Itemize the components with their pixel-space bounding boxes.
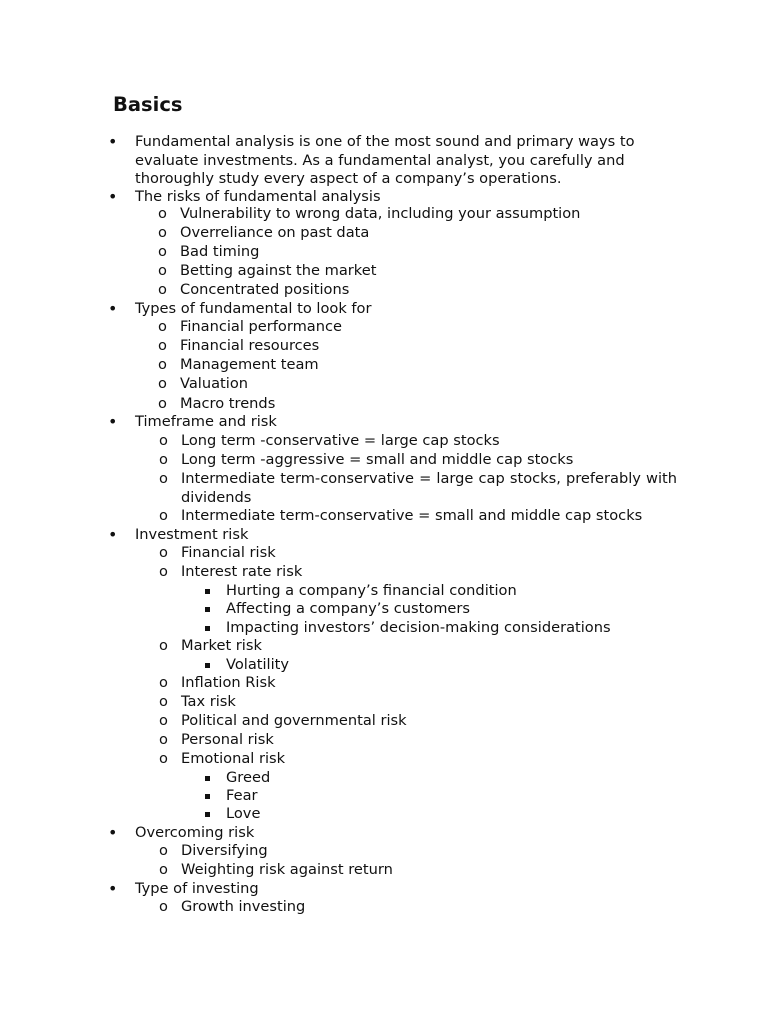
circle-bullet-icon: o bbox=[159, 898, 168, 915]
outline-item-text: Management team bbox=[180, 356, 319, 373]
circle-bullet-icon: o bbox=[159, 507, 168, 524]
outline-item bbox=[108, 525, 249, 545]
square-bullet-icon bbox=[205, 794, 210, 799]
outline-subsubitem bbox=[226, 805, 260, 824]
outline-item-text: Betting against the market bbox=[180, 262, 377, 279]
outline-item-text: Types of fundamental to look for bbox=[135, 300, 372, 317]
bullet-icon: • bbox=[108, 823, 118, 842]
outline-subitem bbox=[158, 243, 260, 262]
outline-item-text: Valuation bbox=[180, 375, 248, 392]
outline-subitem bbox=[159, 451, 574, 470]
bullet-icon: • bbox=[108, 879, 118, 898]
outline-item-text: Hurting a company’s financial condition bbox=[226, 582, 517, 599]
outline-subsubitem bbox=[226, 769, 270, 788]
circle-bullet-icon: o bbox=[159, 731, 168, 748]
outline-subitem bbox=[159, 637, 262, 656]
outline-item-text: Long term -aggressive = small and middle cap stocks bbox=[181, 451, 574, 468]
outline-subsubitem bbox=[226, 600, 470, 619]
outline-subitem bbox=[158, 356, 319, 375]
outline-subitem bbox=[159, 693, 236, 712]
outline-item-text: Weighting risk against return bbox=[181, 861, 393, 878]
outline-item-text: Growth investing bbox=[181, 898, 306, 915]
circle-bullet-icon: o bbox=[158, 281, 167, 298]
circle-bullet-icon: o bbox=[158, 224, 167, 241]
outline-item-text: Financial performance bbox=[180, 318, 343, 335]
outline-subitem bbox=[158, 375, 248, 394]
outline-subitem bbox=[158, 281, 350, 300]
outline-item-text: Type of investing bbox=[135, 880, 259, 897]
bullet-icon: • bbox=[108, 299, 118, 318]
outline-item-text: Fear bbox=[226, 787, 258, 804]
bullet-icon: • bbox=[108, 132, 118, 151]
circle-bullet-icon: o bbox=[158, 262, 167, 279]
outline-item-text: Emotional risk bbox=[181, 750, 286, 767]
outline-item-text: Timeframe and risk bbox=[135, 413, 277, 430]
outline-item-text: Love bbox=[226, 805, 261, 822]
outline-subitem bbox=[158, 205, 581, 224]
outline-subitem bbox=[159, 712, 407, 731]
outline-subitem bbox=[159, 563, 303, 582]
outline-item bbox=[108, 299, 372, 319]
page-title: Basics bbox=[113, 93, 183, 116]
outline-item-text: Interest rate risk bbox=[181, 563, 303, 580]
outline-item-text: Intermediate term-conservative = large cap stocks, preferably with dividends bbox=[181, 470, 677, 506]
outline-subsubitem bbox=[226, 619, 611, 638]
bullet-icon: • bbox=[108, 525, 118, 544]
outline-item-text: Long term -conservative = large cap stocks bbox=[181, 432, 500, 449]
circle-bullet-icon: o bbox=[159, 674, 168, 691]
square-bullet-icon bbox=[205, 663, 210, 668]
circle-bullet-icon: o bbox=[159, 563, 168, 580]
outline-item-text: Inflation Risk bbox=[181, 674, 276, 691]
outline-item-text: The risks of fundamental analysis bbox=[135, 188, 381, 205]
outline-item-text: Intermediate term-conservative = small and middle cap stocks bbox=[181, 507, 643, 524]
circle-bullet-icon: o bbox=[159, 842, 168, 859]
outline-item-text: Diversifying bbox=[181, 842, 268, 859]
outline-subitem bbox=[159, 750, 286, 769]
circle-bullet-icon: o bbox=[159, 637, 168, 654]
outline-item-text: Investment risk bbox=[135, 526, 249, 543]
outline-subsubitem bbox=[226, 656, 289, 675]
square-bullet-icon bbox=[205, 812, 210, 817]
outline-subitem bbox=[158, 262, 377, 281]
square-bullet-icon bbox=[205, 589, 210, 594]
outline-subsubitem bbox=[226, 582, 517, 601]
bullet-icon: • bbox=[108, 412, 118, 431]
circle-bullet-icon: o bbox=[158, 356, 167, 373]
outline-subitem bbox=[158, 318, 343, 337]
circle-bullet-icon: o bbox=[159, 470, 168, 487]
outline-subitem bbox=[158, 395, 276, 414]
circle-bullet-icon: o bbox=[159, 451, 168, 468]
circle-bullet-icon: o bbox=[159, 693, 168, 710]
outline-subitem bbox=[159, 544, 276, 563]
square-bullet-icon bbox=[205, 776, 210, 781]
circle-bullet-icon: o bbox=[158, 395, 167, 412]
outline-subitem bbox=[159, 470, 677, 507]
bullet-icon: • bbox=[108, 187, 118, 206]
outline-item-text: Personal risk bbox=[181, 731, 274, 748]
outline-subitem bbox=[159, 898, 306, 917]
outline-item bbox=[108, 879, 259, 899]
outline-item bbox=[108, 187, 381, 207]
outline-item-text: Financial resources bbox=[180, 337, 320, 354]
outline-subitem bbox=[159, 507, 643, 526]
circle-bullet-icon: o bbox=[158, 205, 167, 222]
outline-item-text: Overreliance on past data bbox=[180, 224, 370, 241]
circle-bullet-icon: o bbox=[158, 243, 167, 260]
outline-item bbox=[108, 412, 277, 432]
outline-item-text: Market risk bbox=[181, 637, 262, 654]
outline-item-text: Fundamental analysis is one of the most sound and primary ways to evaluate investments. As a fundamental analyst, you carefully and thoroughly study every aspect of a company’s operations. bbox=[135, 133, 635, 188]
outline-item-text: Macro trends bbox=[180, 395, 276, 412]
outline-item-text: Concentrated positions bbox=[180, 281, 350, 298]
circle-bullet-icon: o bbox=[159, 712, 168, 729]
square-bullet-icon bbox=[205, 626, 210, 631]
outline-subitem bbox=[158, 224, 370, 243]
circle-bullet-icon: o bbox=[159, 544, 168, 561]
outline-item-text: Tax risk bbox=[181, 693, 236, 710]
circle-bullet-icon: o bbox=[159, 432, 168, 449]
outline-subitem bbox=[159, 674, 276, 693]
outline-subsubitem bbox=[226, 787, 258, 806]
circle-bullet-icon: o bbox=[159, 750, 168, 767]
outline-item-text: Overcoming risk bbox=[135, 824, 255, 841]
outline-item-text: Impacting investors’ decision-making considerations bbox=[226, 619, 611, 636]
outline-item-text: Greed bbox=[226, 769, 271, 786]
outline-item-text: Bad timing bbox=[180, 243, 260, 260]
outline-item bbox=[108, 132, 655, 189]
outline-item bbox=[108, 823, 255, 843]
outline-subitem bbox=[159, 731, 274, 750]
outline-item-text: Vulnerability to wrong data, including your assumption bbox=[180, 205, 581, 222]
outline-item-text: Political and governmental risk bbox=[181, 712, 407, 729]
circle-bullet-icon: o bbox=[159, 861, 168, 878]
outline-subitem bbox=[159, 842, 268, 861]
outline-item-text: Financial risk bbox=[181, 544, 276, 561]
square-bullet-icon bbox=[205, 607, 210, 612]
outline-subitem bbox=[158, 337, 320, 356]
outline-item-text: Affecting a company’s customers bbox=[226, 600, 471, 617]
outline-item-text: Volatility bbox=[226, 656, 290, 673]
outline-subitem bbox=[159, 861, 393, 880]
circle-bullet-icon: o bbox=[158, 375, 167, 392]
outline-subitem bbox=[159, 432, 500, 451]
circle-bullet-icon: o bbox=[158, 318, 167, 335]
circle-bullet-icon: o bbox=[158, 337, 167, 354]
